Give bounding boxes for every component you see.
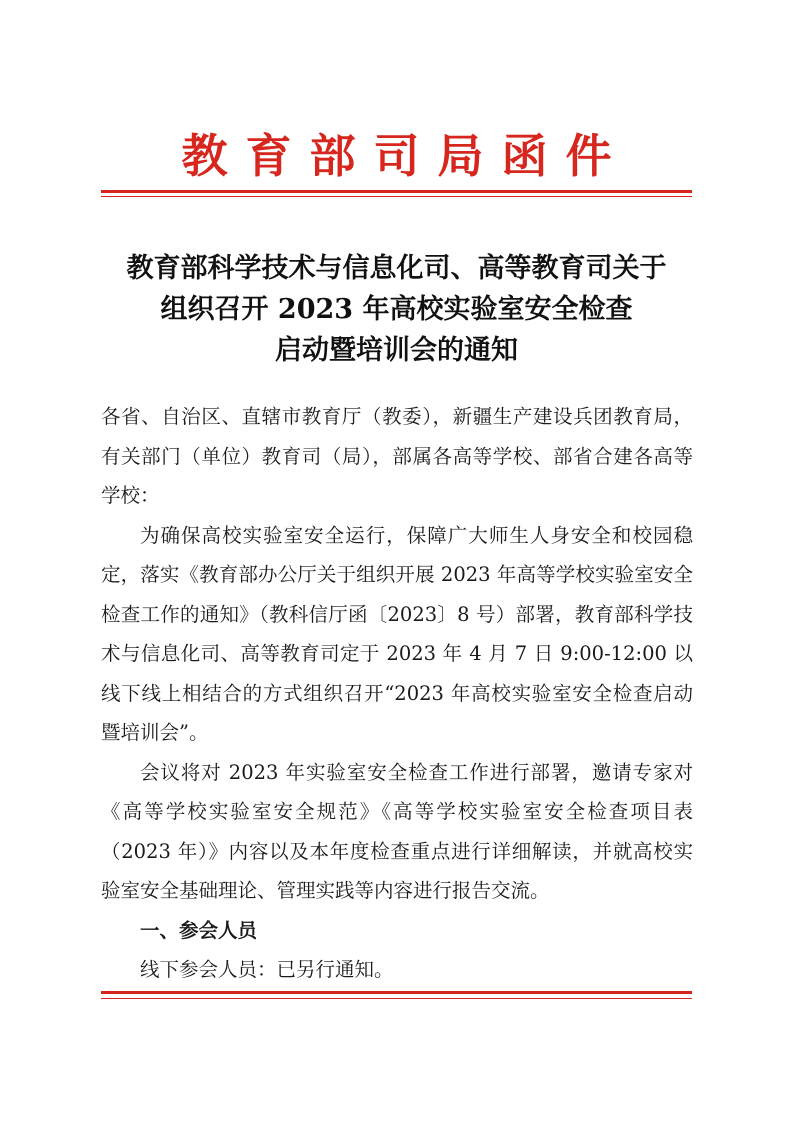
title-line: 教育部科学技术与信息化司、高等教育司关于 (126, 253, 667, 284)
title-line: 启动暨培训会的通知 (275, 335, 518, 366)
footer-rule-thick (101, 991, 692, 994)
letterhead-title: 教育部司局函件 (181, 129, 630, 183)
section-heading: 一、参会人员 (140, 918, 258, 942)
document-title (0, 248, 793, 371)
document-body (101, 397, 693, 990)
body-paragraph: 会议将对 2023 年实验室安全检查工作进行部署，邀请专家对《高等学校实验室安全规范》《高等学校实验室安全检查项目表（2023 年）》内容以及本年度检查重点进行详细解读，并就高校实验室安全基础理论、管理实践等内容进行报告交流。 (101, 760, 693, 902)
body-paragraph: 为确保高校实验室安全运行，保障广大师生人身安全和校园稳定，落实《教育部办公厅关于组织开展 2023 年高等学校实验室安全检查工作的通知》（教科信厅函〔2023〕8 号）部署，教育部科学技术与信息化司、高等教育司定于 2023 年 4 月 7 日 9:00-12:00 以线下线上相结合的方式组织召开“2023 年高校实验室安全检查启动暨培训会”。 (101, 523, 693, 744)
letterhead-rule-thick (101, 190, 692, 193)
title-line: 组织召开 2023 年高校实验室安全检查 (160, 294, 633, 325)
letterhead-rule-thin (101, 196, 692, 197)
salutation: 各省、自治区、直辖市教育厅（教委），新疆生产建设兵团教育局，有关部门（单位）教育司（局），部属各高等学校、部省合建各高等学校： (101, 405, 693, 507)
section-text: 线下参会人员：已另行通知。 (140, 958, 394, 981)
footer-rule-thin (101, 998, 692, 999)
